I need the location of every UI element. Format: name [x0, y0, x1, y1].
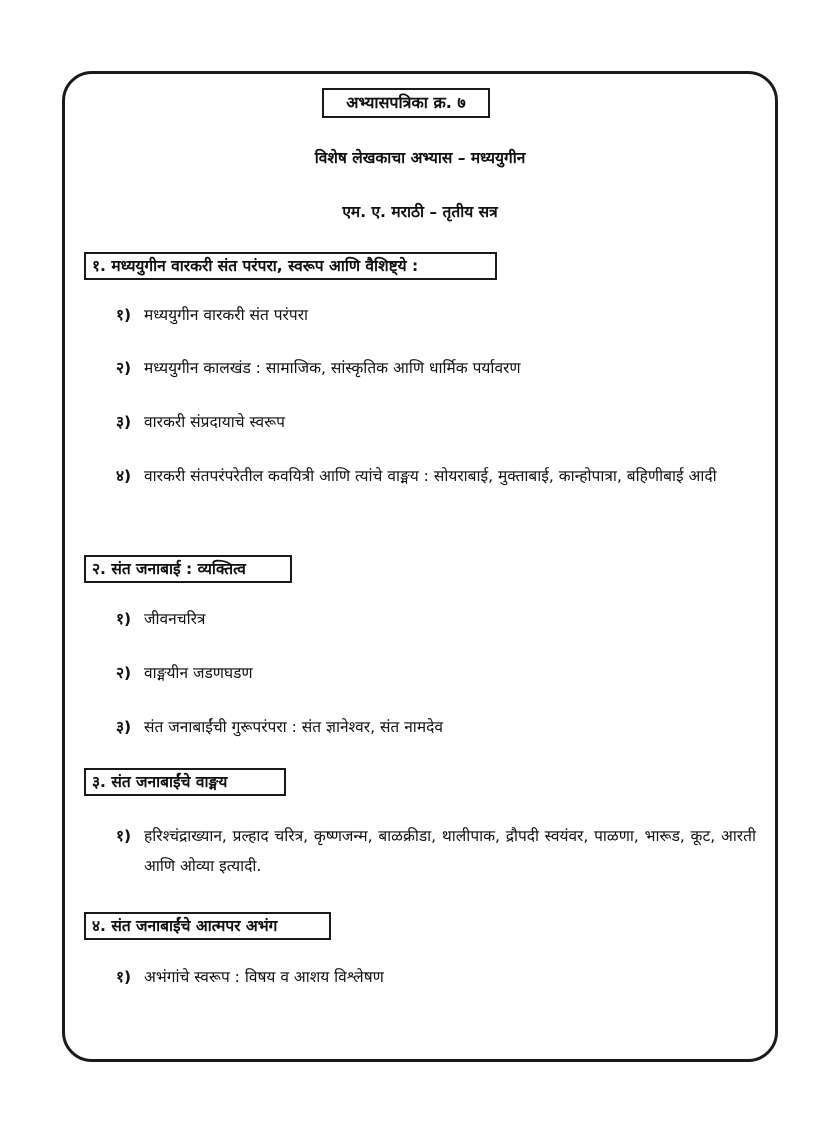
list-item: १) जीवनचरित्र — [116, 610, 206, 628]
list-item: ४) वारकरी संतपरंपरेतील कवयित्री आणि त्यांचे वाङ्मय : सोयराबाई, मुक्ताबाई, कान्होपात्रा, बहिणीबाई आदी — [116, 467, 717, 485]
list-item: २) वाङ्मयीन जडणघडण — [116, 664, 253, 682]
list-item: ३) संत जनाबाईंची गुरूपरंपरा : संत ज्ञानेश्वर, संत नामदेव — [116, 718, 443, 736]
course-title: एम. ए. मराठी – तृतीय सत्र — [342, 203, 498, 221]
list-item: १) अभंगांचे स्वरूप : विषय व आशय विश्लेषण — [116, 968, 384, 986]
subject-title: विशेष लेखकाचा अभ्यास – मध्ययुगीन — [314, 149, 526, 167]
section-4-heading: ४. संत जनाबाईंचे आत्मपर अभंग — [84, 912, 331, 940]
section-1-heading: १. मध्ययुगीन वारकरी संत परंपरा, स्वरूप आणि वैशिष्ट्ये : — [84, 252, 497, 280]
list-item: १) हरिश्चंद्राख्यान, प्रल्हाद चरित्र, कृष्णजन्म, बाळक्रीडा, थालीपाक, द्रौपदी स्वयंवर, पाळणा, भारूड, कूट, आरती आणि ओव्या इत्यादी. — [116, 827, 756, 875]
section-3-heading: ३. संत जनाबाईंचे वाङ्मय — [84, 768, 286, 796]
section-2-heading: २. संत जनाबाई : व्यक्तित्व — [84, 555, 292, 583]
list-item: २) मध्ययुगीन कालखंड : सामाजिक, सांस्कृतिक आणि धार्मिक पर्यावरण — [116, 359, 521, 377]
list-item: १) मध्ययुगीन वारकरी संत परंपरा — [116, 306, 309, 324]
worksheet-title: अभ्यासपत्रिका क्र. ७ — [322, 88, 490, 118]
list-item: ३) वारकरी संप्रदायाचे स्वरूप — [116, 413, 285, 431]
